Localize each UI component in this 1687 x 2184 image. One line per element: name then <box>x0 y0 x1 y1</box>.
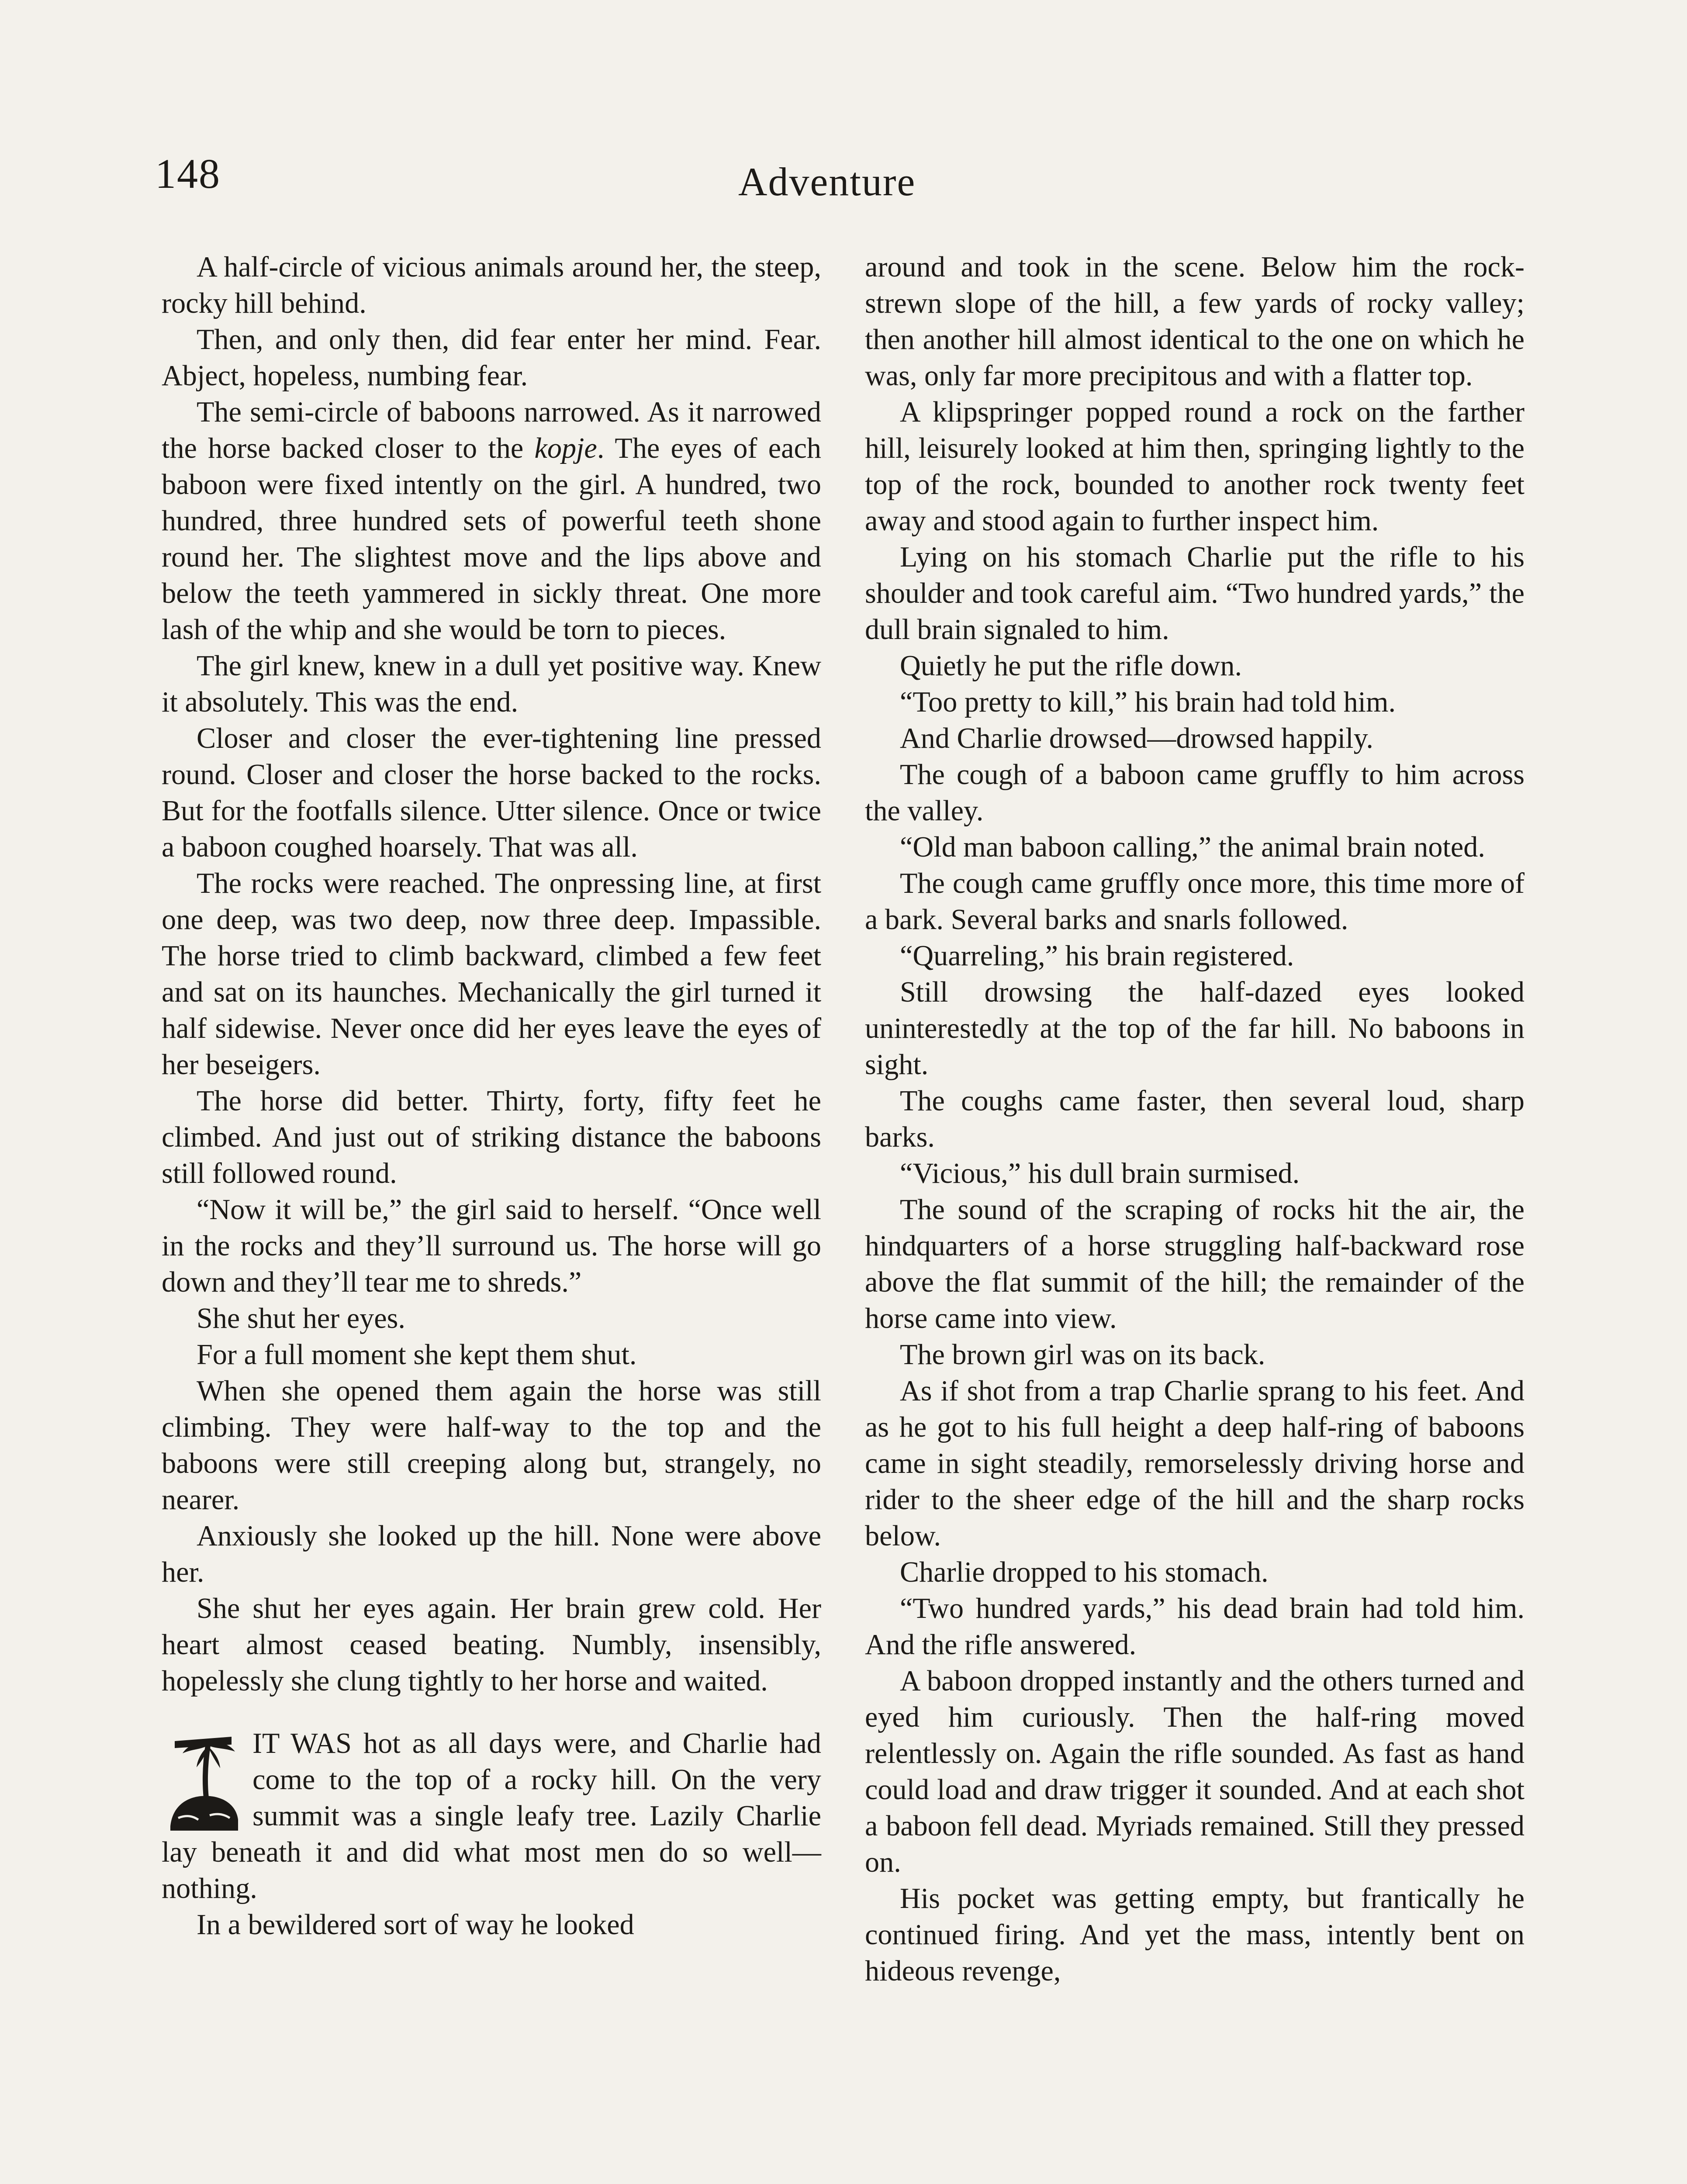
paragraph: For a full moment she kept them shut. <box>197 1339 637 1371</box>
paragraph: “Too pretty to kill,” his brain had told him. <box>900 686 1396 718</box>
paragraph-continuation: around and took in the scene. Below him the rock-strewn slope of the hill, a few yards of rocky valley; then another hill almost identical to the one on which he was, only far more precipitous and with a flatter top. <box>865 251 1525 392</box>
paragraph: And Charlie drowsed—drowsed happily. <box>900 722 1373 754</box>
paragraph: The sound of the scraping of rocks hit the air, the hindquarters of a horse struggling half-backward rose above the flat summit of the hill; the remainder of the horse came into view. <box>865 1194 1525 1334</box>
paragraph: A baboon dropped instantly and the others turned and eyed him curiously. Then the half-ring moved relentlessly on. Again the rifle sounded. As fast as hand could load and draw trigger it sounded. And at each shot a baboon fell dead. Myriads remained. Still they pressed on. <box>865 1665 1525 1878</box>
paragraph: Lying on his stomach Charlie put the rifle to his shoulder and took careful aim. “Two hundred yards,” the dull brain signaled to him. <box>865 541 1525 646</box>
right-column <box>865 249 1525 1989</box>
text-run: The semi-circle of baboons narrowed. As it narrowed the horse backed closer to the <box>162 396 821 464</box>
running-title: Adventure <box>738 159 916 204</box>
text-run: . The eyes of each baboon were fixed intently on the girl. A hundred, two hundred, three hundred sets of powerful teeth shone round her. The slightest move and the lips above and below the teeth yammered in sickly threat. One more lash of the whip and she would be torn to pieces. <box>162 432 821 646</box>
paragraph: The brown girl was on its back. <box>900 1339 1265 1371</box>
paragraph: “Two hundred yards,” his dead brain had told him. And the rifle answered. <box>865 1593 1525 1661</box>
paragraph: Anxiously she looked up the hill. None were above her. <box>162 1520 821 1588</box>
paragraph-semi-circle <box>162 394 821 648</box>
paragraph: His pocket was getting empty, but frantically he continued firing. And yet the mass, intently bent on hideous revenge, <box>865 1883 1525 1987</box>
paragraph: “Vicious,” his dull brain surmised. <box>900 1158 1300 1189</box>
paragraph: A half-circle of vicious animals around her, the steep, rocky hill behind. <box>162 251 821 319</box>
paragraph: The rocks were reached. The onpressing line, at first one deep, was two deep, now three deep. Impassible. The horse tried to climb backward, climbed a few feet and sat on its haunches. Mechanically the girl turned it half sidewise. Never once did her eyes leave the eyes of her beseigers. <box>162 867 821 1081</box>
section-break <box>162 1699 821 1725</box>
paragraph: Closer and closer the ever-tightening line pressed round. Closer and closer the horse backed to the rocks. But for the footfalls silence. Utter silence. Once or twice a baboon coughed hoarsely. That was all. <box>162 722 821 863</box>
paragraph: She shut her eyes again. Her brain grew cold. Her heart almost ceased beating. Numbly, insensibly, hopelessly she clung tightly to her horse and waited. <box>162 1593 821 1697</box>
decorative-palm-island-icon <box>166 1732 240 1833</box>
page-number: 148 <box>155 150 221 197</box>
paragraph: She shut her eyes. <box>197 1303 405 1334</box>
paragraph: Then, and only then, did fear enter her mind. Fear. Abject, hopeless, numbing fear. <box>162 324 821 392</box>
paragraph: The horse did better. Thirty, forty, fifty feet he climbed. And just out of striking distance the baboons still followed round. <box>162 1085 821 1189</box>
paragraph: The coughs came faster, then several loud, sharp barks. <box>865 1085 1525 1153</box>
left-column <box>162 249 821 1943</box>
paragraph: “Old man baboon calling,” the animal brain noted. <box>900 831 1485 863</box>
section-opening-paragraph <box>162 1725 821 1907</box>
paragraph: The girl knew, knew in a dull yet positive way. Knew it absolutely. This was the end. <box>162 650 821 718</box>
paragraph: Still drowsing the half-dazed eyes looked uninterestedly at the top of the far hill. No baboons in sight. <box>865 976 1525 1081</box>
paragraph: The cough of a baboon came gruffly to him across the valley. <box>865 759 1525 827</box>
paragraph: Quietly he put the rifle down. <box>900 650 1242 682</box>
paragraph: Charlie dropped to his stomach. <box>900 1556 1269 1588</box>
paragraph: In a bewildered sort of way he looked <box>197 1909 634 1941</box>
paragraph: As if shot from a trap Charlie sprang to his feet. And as he got to his full height a deep half-ring of baboons came in sight steadily, remorselessly driving horse and rider to the sheer edge of the hill and the sharp rocks below. <box>865 1375 1525 1552</box>
paragraph: “Quarreling,” his brain registered. <box>900 940 1294 972</box>
paragraph: “Now it will be,” the girl said to herself. “Once well in the rocks and they’ll surround us. The horse will go down and they’ll tear me to shreds.” <box>162 1194 821 1298</box>
paragraph: When she opened them again the horse was still climbing. They were half-way to the top and the baboons were still creeping along but, strangely, no nearer. <box>162 1375 821 1516</box>
text-run: IT WAS hot as all days were, and Charlie had come to the top of a rocky hill. On the very summit was a single leafy tree. Lazily Charlie lay beneath it and did what most men do so well—nothing. <box>162 1728 821 1904</box>
paragraph: The cough came gruffly once more, this time more of a bark. Several barks and snarls followed. <box>865 867 1525 936</box>
italic-term: kopje <box>534 432 597 464</box>
paragraph: A klipspringer popped round a rock on the farther hill, leisurely looked at him then, springing lightly to the top of the rock, bounded to another rock twenty feet away and stood again to further inspect him. <box>865 396 1525 537</box>
